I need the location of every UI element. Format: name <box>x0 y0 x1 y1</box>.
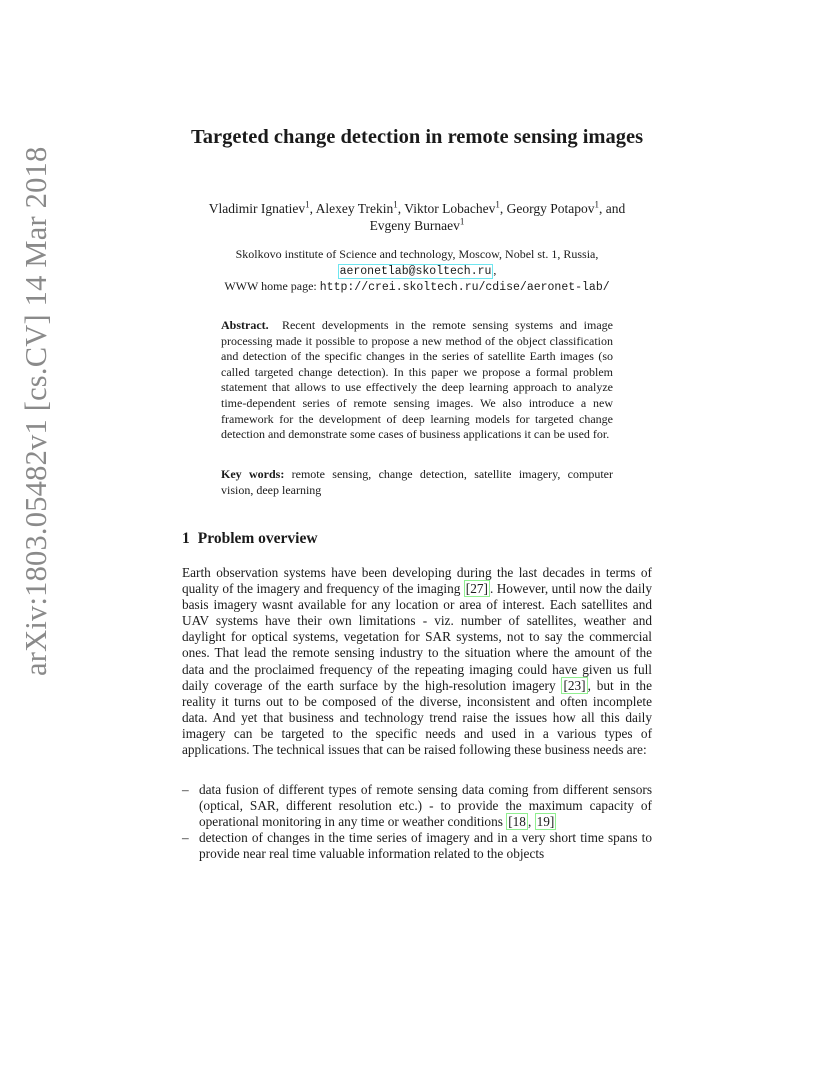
keywords <box>221 467 613 498</box>
citation-link[interactable]: [18 <box>508 814 526 830</box>
paragraph-text: . However, until now the daily basis imagery wasnt available for any location or area of interest. Each satellites and UAV systems have their own limitations - viz. number of satellites, weather and daylight for optical systems, vegetation for SAR systems, not to say the commercial ones. That lead the remote sensing industry to the situation where the amount of the data and the proclaimed frequency of the repeating imaging could have given us full daily coverage of the earth surface by the high-resolution imagery <box>182 581 652 693</box>
author-name: Vladimir Ignatiev <box>208 201 306 216</box>
list-item <box>182 782 652 830</box>
affiliation-marker: 1 <box>393 199 398 210</box>
affiliation-marker: 1 <box>459 216 465 226</box>
issue-list <box>182 782 652 862</box>
paragraph-text: , but in the reality it turns out to be composed of the diverse, inconsistent and often incomplete data. And yet that business and technology trend raise the issues how all this daily imagery can be targeted to the specific needs and used in a various types of applications. The technical issues that can be raised following these business needs are: <box>182 677 652 758</box>
section-number: 1 <box>182 530 190 547</box>
affiliation-address: Skolkovo institute of Science and technology, Moscow, Nobel st. 1, Russia, <box>235 247 599 261</box>
affiliation-block <box>200 247 634 296</box>
keywords-label: Key words: <box>221 467 285 481</box>
affiliation-marker: 1 <box>495 199 500 210</box>
list-dash: – <box>182 830 189 846</box>
author-name: Alexey Trekin <box>315 201 394 216</box>
paragraph-text: Earth observation systems have been developing during the last decades in terms of quality of the imagery and frequency of the imaging <box>182 565 652 597</box>
keywords-text: remote sensing, change detection, satellite imagery, computer vision, deep learning <box>221 467 613 497</box>
abstract <box>221 318 613 443</box>
arxiv-identifier: arXiv:1803.05482v1 [cs.CV] 14 Mar 2018 <box>19 146 53 676</box>
author-separator: , <box>499 201 507 216</box>
affiliation-marker: 1 <box>594 199 599 210</box>
citation-link[interactable]: [23] <box>563 677 586 693</box>
citation-link[interactable]: [27] <box>465 581 488 597</box>
list-item-text: data fusion of different types of remote sensing data coming from different sensors (optical, SAR, different resolution etc.) - to provide the maximum capacity of operational monitoring in any time or weather conditions <box>199 782 652 830</box>
list-item <box>182 830 652 862</box>
author-name: Viktor Lobachev <box>404 201 496 216</box>
citation-separator: , <box>527 814 535 830</box>
citation-link[interactable]: 19] <box>536 814 555 830</box>
author-separator: , <box>309 201 316 216</box>
homepage-url: http://crei.skoltech.ru/cdise/aeronet-lab/ <box>319 281 610 294</box>
author-name: Georgy Potapov <box>506 201 595 216</box>
abstract-text: Recent developments in the remote sensing systems and image processing made it possible to propose a new method of the object classification and detection of the specific changes in the series of satellite Earth images (so called targeted change detection). In this paper we propose a formal problem statement that allows to use effectively the deep learning approach to analyze time-dependent series of remote sensing images. We also introduce a new framework for the development of deep learning models for targeted change detection and demonstrate some cases of business applications it can be used for. <box>221 318 613 442</box>
author-separator: , <box>397 201 405 216</box>
author-list <box>180 201 654 234</box>
list-dash: – <box>182 782 189 797</box>
paper-title: Targeted change detection in remote sensing images <box>190 126 644 148</box>
list-item-text: detection of changes in the time series of imagery and in a very short time spans to provide near real time valuable information related to the objects <box>199 830 652 862</box>
author-name: Evgeny Burnaev <box>369 217 460 233</box>
abstract-label: Abstract. <box>221 318 269 332</box>
email-suffix: , <box>493 262 497 277</box>
section-title: Problem overview <box>197 530 318 547</box>
author-separator: , and <box>598 201 626 216</box>
section-heading <box>182 530 318 548</box>
affiliation-marker: 1 <box>305 199 310 210</box>
homepage-label: WWW home page: <box>224 279 320 293</box>
body-paragraph <box>182 565 652 758</box>
email-link[interactable]: aeronetlab@skoltech.ru <box>339 264 492 278</box>
